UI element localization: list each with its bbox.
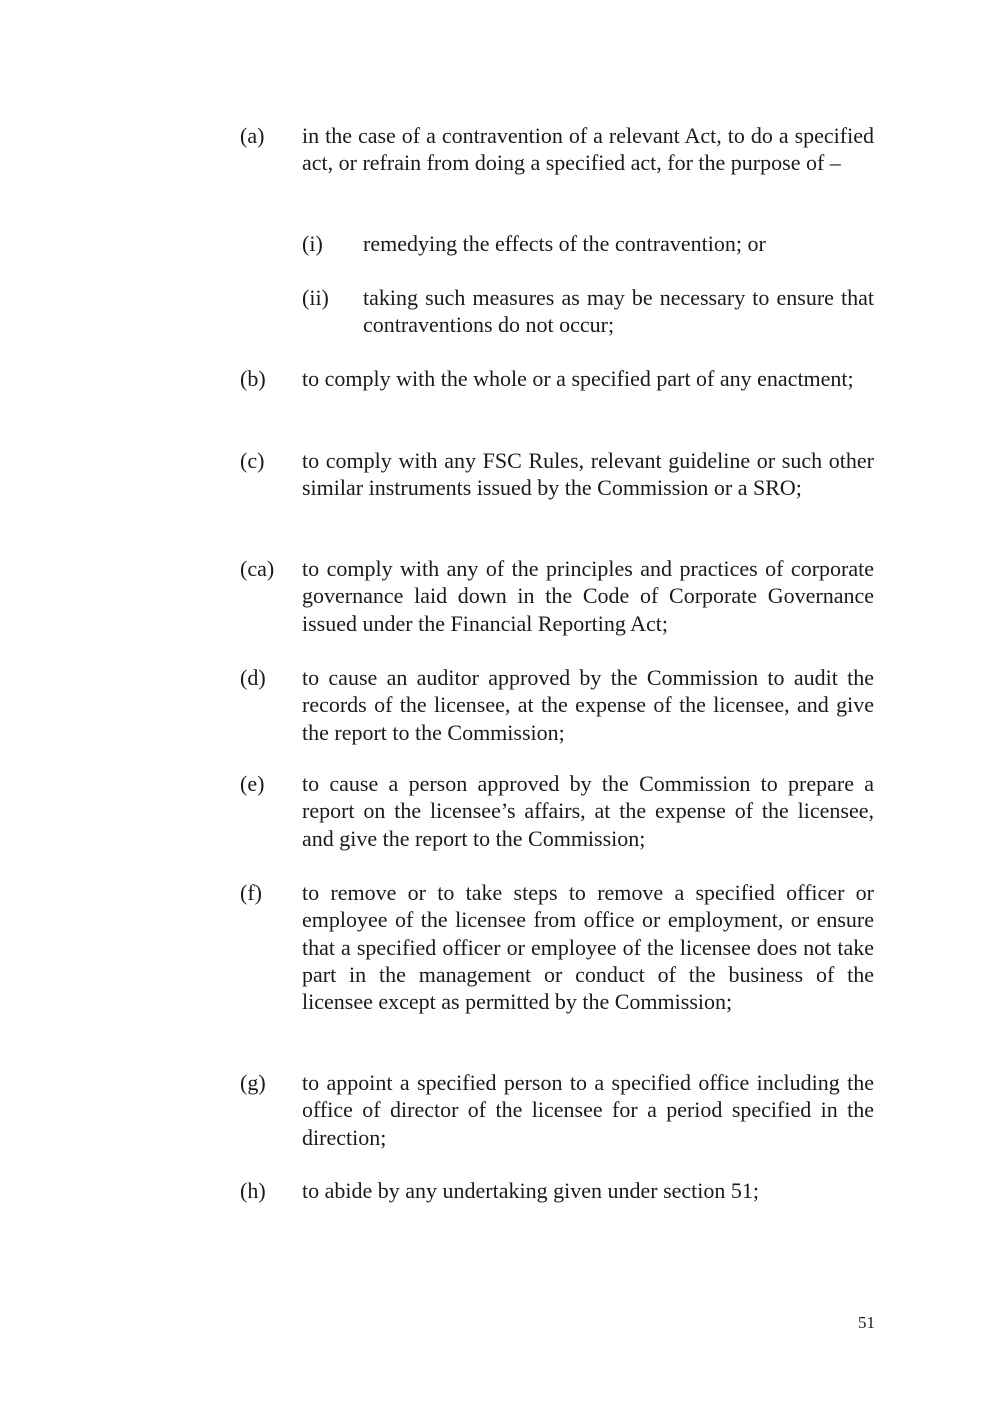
clause-text: to comply with the whole or a specified part of any enactment; xyxy=(302,366,854,391)
subclause-text: taking such measures as may be necessary to ensure that contraventions do not occur; xyxy=(363,285,874,338)
clause-label: (d) xyxy=(240,665,266,690)
clause-a xyxy=(240,122,874,177)
clause-text: to cause an auditor approved by the Commission to audit the records of the licensee, at the expense of the licensee, and give the report to the Commission; xyxy=(302,665,874,745)
clause-ca xyxy=(240,555,874,637)
clause-text: to comply with any of the principles and practices of corporate governance laid down in the Code of Corporate Governance issued under the Financial Reporting Act; xyxy=(302,556,874,636)
clause-text: to comply with any FSC Rules, relevant guideline or such other similar instruments issued by the Commission or a SRO; xyxy=(302,448,874,501)
subclause-label: (i) xyxy=(302,231,323,256)
clause-text: to appoint a specified person to a specified office including the office of director of the licensee for a period specified in the direction; xyxy=(302,1070,874,1150)
subclause-ii xyxy=(302,284,874,339)
clause-b xyxy=(240,365,874,392)
clause-label: (a) xyxy=(240,123,265,148)
clause-label: (c) xyxy=(240,448,265,473)
page-number: 51 xyxy=(858,1313,875,1332)
subclause-i xyxy=(302,230,874,257)
clause-label: (g) xyxy=(240,1070,266,1095)
subclause-text: remedying the effects of the contravention; or xyxy=(363,231,766,256)
clause-h xyxy=(240,1177,874,1204)
clause-d xyxy=(240,664,874,746)
clause-label: (b) xyxy=(240,366,266,391)
clause-g xyxy=(240,1069,874,1151)
subclause-label: (ii) xyxy=(302,285,329,310)
clause-c xyxy=(240,447,874,502)
clause-f xyxy=(240,879,874,1015)
clause-label: (e) xyxy=(240,771,265,796)
clause-text: in the case of a contravention of a relevant Act, to do a specified act, or refrain from doing a specified act, for the purpose of – xyxy=(302,123,874,176)
clause-label: (ca) xyxy=(240,556,275,581)
clause-text: to cause a person approved by the Commission to prepare a report on the licensee’s affairs, at the expense of the licensee, and give the report to the Commission; xyxy=(302,771,874,851)
clause-e xyxy=(240,770,874,852)
clause-label: (h) xyxy=(240,1178,266,1203)
clause-label: (f) xyxy=(240,880,262,905)
clause-text: to abide by any undertaking given under section 51; xyxy=(302,1178,759,1203)
clause-text: to remove or to take steps to remove a specified officer or employee of the licensee from office or employment, or ensure that a specified officer or employee of the licensee does not take part in the management or conduct of the business of the licensee except as permitted by the Commission; xyxy=(302,880,874,1015)
